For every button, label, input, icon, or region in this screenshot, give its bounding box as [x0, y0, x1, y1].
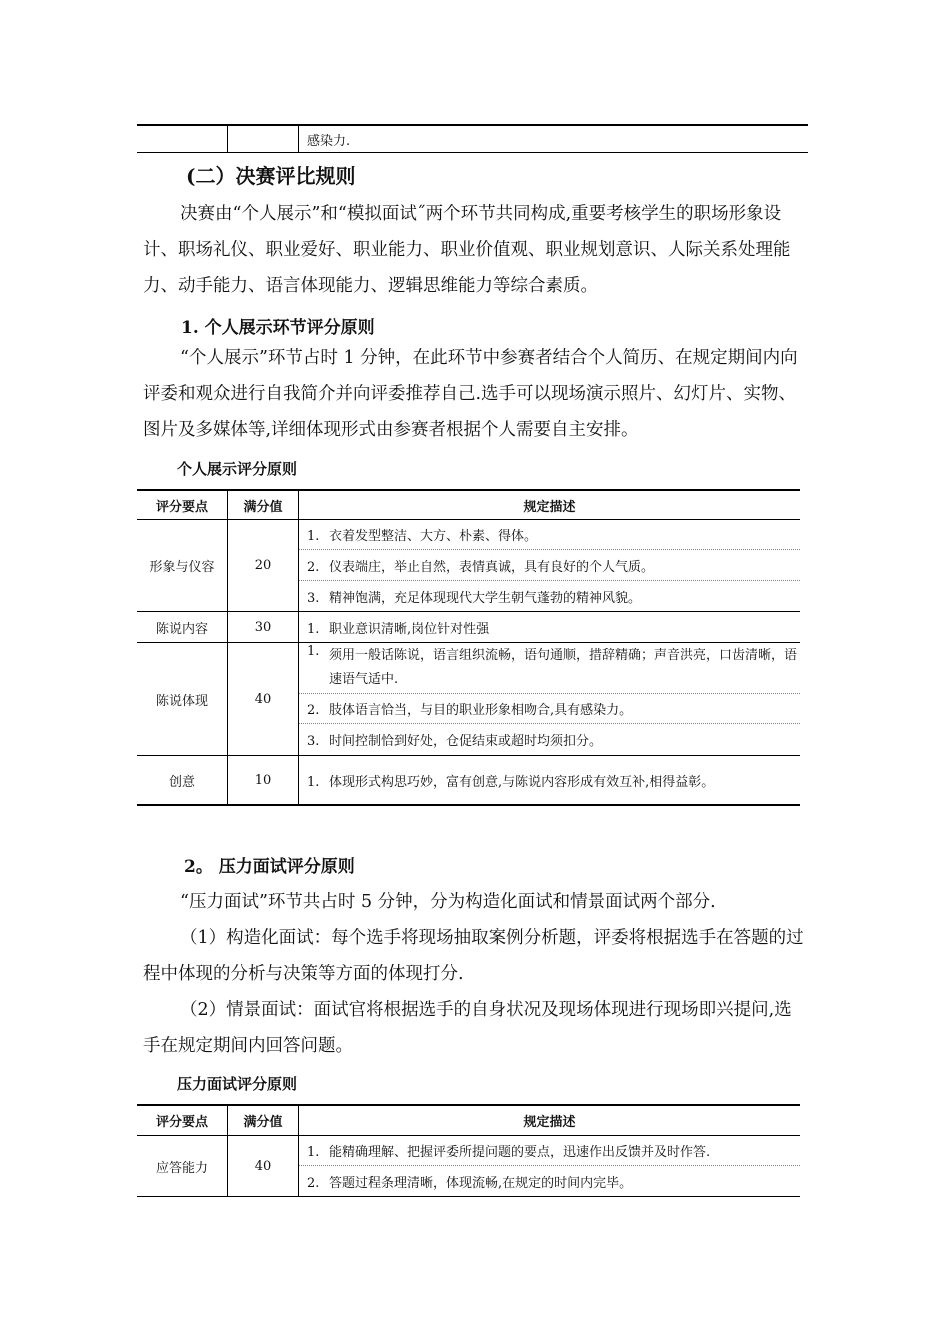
table-row: [137, 643, 800, 694]
desc-item: 1. 体现形式构思巧妙，富有创意,与陈说内容形成有效互补,相得益彰。: [299, 756, 801, 806]
desc-item: 2. 答题过程条理清晰，体现流畅,在规定的时间内完毕。: [299, 1166, 801, 1197]
point-cell: 创意: [137, 756, 228, 806]
intro-paragraph: 决赛由“个人展示”和“模拟面试˝两个环节共同构成,重要考核学生的职场形象设计、职场礼仪、职业爱好、职业能力、职业价值观、职业规划意识、人际关系处理能力、动手能力、语言体现能力、逻辑思维能力等综合素质。: [143, 204, 791, 296]
header-score: 满分值: [228, 1105, 299, 1136]
sub2-paragraph-1: “压力面试”环节共占时 5 分钟，分为构造化面试和情景面试两个部分.: [180, 892, 716, 912]
desc-item: 1. 须用一般话陈说，语言组织流畅，语句通顺，措辞精确；声音洪亮，口齿清晰，语速语气适中.: [299, 643, 801, 694]
subsection-title-1: 1. 个人展示环节评分原则: [181, 318, 375, 338]
table-row: [137, 520, 800, 550]
sub2-paragraph-3: （2）情景面试：面试官将根据选手的自身状况及现场体现进行现场即兴提问,选手在规定期间内回答问题。: [143, 1000, 792, 1056]
subsection-title-2: 2。 压力面试评分原则: [184, 857, 355, 877]
score-cell: 30: [228, 612, 299, 643]
point-cell: 形象与仪容: [137, 520, 228, 612]
table-row: [137, 612, 800, 643]
section-title: (二）决赛评比规则: [186, 164, 356, 188]
table2-caption: 压力面试评分原则: [177, 1075, 298, 1093]
score-cell: 10: [228, 756, 299, 806]
continued-table: [137, 124, 808, 153]
score-cell: 40: [228, 1136, 299, 1197]
header-point: 评分要点: [137, 1105, 228, 1136]
point-cell: 应答能力: [137, 1136, 228, 1197]
scoring-table-1: [137, 489, 800, 806]
header-score: 满分值: [228, 490, 299, 520]
sub1-paragraph: “个人展示”环节占时 1 分钟，在此环节中参赛者结合个人简历、在规定期间内向评委和观众进行自我简介并向评委推荐自己.选手可以现场演示照片、幻灯片、实物、图片及多媒体等,详细体现形式由参赛者根据个人需要自主安排。: [143, 348, 798, 440]
table1-caption: 个人展示评分原则: [177, 460, 298, 478]
desc-item: 3. 时间控制恰到好处，仓促结束或超时均须扣分。: [299, 724, 801, 756]
score-cell: 40: [228, 643, 299, 756]
desc-item: 1. 职业意识清晰,岗位针对性强: [299, 612, 801, 643]
header-desc: 规定描述: [299, 490, 801, 520]
desc-item: 2. 仪表端庄，举止自然，表情真诚，具有良好的个人气质。: [299, 550, 801, 581]
desc-item: 2. 肢体语言恰当，与目的职业形象相吻合,具有感染力。: [299, 694, 801, 724]
sub2-paragraph-2: （1）构造化面试：每个选手将现场抽取案例分析题，评委将根据选手在答题的过程中体现的分析与决策等方面的体现打分.: [143, 928, 804, 984]
desc-item: 1. 衣着发型整洁、大方、朴素、得体。: [299, 520, 801, 550]
continued-cell: 感染力.: [299, 125, 809, 153]
scoring-table-2: [137, 1104, 800, 1197]
table-row: [137, 1136, 800, 1166]
desc-item: 1. 能精确理解、把握评委所提问题的要点，迅速作出反馈并及时作答.: [299, 1136, 801, 1166]
header-desc: 规定描述: [299, 1105, 801, 1136]
table-header-row: [137, 1105, 800, 1136]
score-cell: 20: [228, 520, 299, 612]
point-cell: 陈说体现: [137, 643, 228, 756]
point-cell: 陈说内容: [137, 612, 228, 643]
desc-item: 3. 精神饱满，充足体现现代大学生朝气蓬勃的精神风貌。: [299, 581, 801, 612]
table-header-row: [137, 490, 800, 520]
table-row: [137, 756, 800, 806]
header-point: 评分要点: [137, 490, 228, 520]
